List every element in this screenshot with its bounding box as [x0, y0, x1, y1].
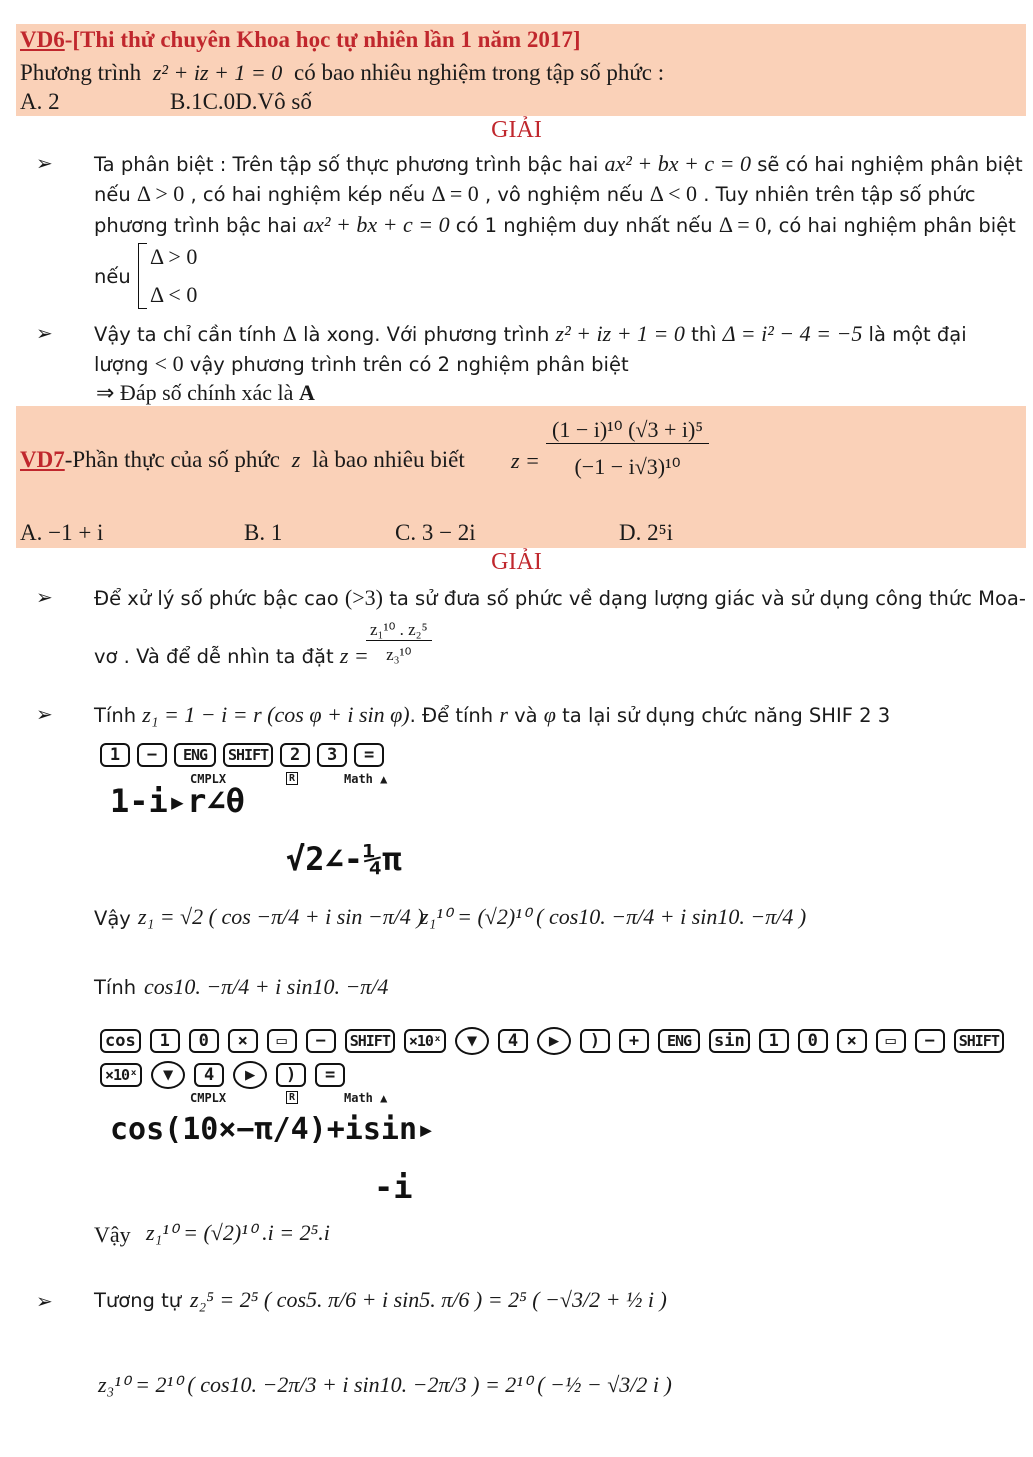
calc-key-0[interactable]: 0 [189, 1029, 219, 1053]
calc-key-multiply[interactable]: × [837, 1029, 867, 1053]
vd7-option-d: D. 2⁵i [619, 520, 674, 545]
vd6-equation: z² + iz + 1 = 0 [152, 60, 283, 85]
vay-z1-10-eq: z₁¹⁰ = (√2)¹⁰ ( cos10. −π/4 + i sin10. −π/4 ) [420, 904, 807, 929]
calc-key-1[interactable]: 1 [759, 1029, 789, 1053]
calc-key-4[interactable]: 4 [498, 1029, 528, 1053]
sol7-z-fraction: z₁¹⁰ . z₂⁵ z₃¹⁰ [366, 620, 432, 665]
calc-key-4[interactable]: 4 [194, 1063, 224, 1087]
calc-lcd-input-1: 1-i▸r∠θ [110, 782, 245, 820]
sol6-line4: nếu [94, 265, 131, 288]
calc-key-x10[interactable]: ×10ˣ [100, 1063, 142, 1087]
vd7-fraction: (1 − i)¹⁰ (√3 + i)⁵ (−1 − i√3)¹⁰ [546, 417, 709, 480]
calc-key-equals[interactable]: = [354, 743, 384, 767]
bullet-arrow-icon: ➢ [36, 702, 53, 726]
calc-key-1[interactable]: 1 [150, 1029, 180, 1053]
calc-key-sequence-2 [100, 1027, 1004, 1055]
calc-indicator-math: Math ▲ [344, 772, 388, 786]
calc-key-x10[interactable]: ×10ˣ [404, 1029, 446, 1053]
calc-key-right[interactable]: ▶ [233, 1061, 267, 1089]
vd6-source: -[Thi thử chuyên Khoa học tự nhiên lần 1 năm 2017] [64, 27, 581, 52]
calc-key-0[interactable]: 0 [798, 1029, 828, 1053]
calc-indicator-cmplx: CMPLX [190, 772, 227, 786]
calc-indicator-r: R [286, 1091, 298, 1104]
bullet-arrow-icon: ➢ [36, 1289, 53, 1313]
bullet-arrow-icon: ➢ [36, 585, 53, 609]
sol7-line2: vơ . Và để dễ nhìn ta đặt z = [94, 643, 369, 668]
tinh-expression: cos10. −π/4 + i sin10. −π/4 [144, 974, 389, 999]
sol6-answer: ⇒ Đáp số chính xác là A [96, 380, 315, 405]
sol7-line3: Tính z₁ = 1 − i = r (cos φ + i sin φ). Để tính r và φ ta lại sử dụng chức năng SHIF 2 3 [94, 702, 891, 727]
vd6-label: VD6 [20, 27, 65, 52]
vd7-header-band [16, 406, 1026, 548]
calc-key-close-paren[interactable]: ) [580, 1029, 610, 1053]
calc-key-fraction[interactable]: ▭ [267, 1029, 297, 1053]
vd7-option-a: A. −1 + i [20, 520, 104, 545]
calc-lcd-result-1: √2∠-¼π [286, 840, 402, 878]
calc-key-fraction[interactable]: ▭ [876, 1029, 906, 1053]
calc-indicator-math: Math ▲ [344, 1091, 388, 1105]
vd6-options-bcd: B.1C.0D.Vô số [170, 89, 312, 114]
calc-key-multiply[interactable]: × [228, 1029, 258, 1053]
sol7-line1: Để xử lý số phức bậc cao (>3) ta sử đưa số phức về dạng lượng giác và sử dụng công thức Moa- [94, 585, 1026, 610]
calc-key-shift[interactable]: SHIFT [345, 1029, 395, 1053]
sol6-line2: nếu Δ > 0 , có hai nghiệm kép nếu Δ = 0 , vô nghiệm nếu Δ < 0 . Tuy nhiên trên tập số phức [94, 181, 976, 206]
vd6-title [20, 27, 581, 53]
calc-key-minus[interactable]: − [137, 743, 167, 767]
condition-2: Δ < 0 [150, 282, 198, 307]
calc-key-eng[interactable]: ENG [174, 743, 216, 767]
calc-key-minus[interactable]: − [915, 1029, 945, 1053]
calc-key-right[interactable]: ▶ [537, 1027, 571, 1055]
calc-key-plus[interactable]: + [619, 1029, 649, 1053]
calc-lcd-input-2: cos(10×−π/4)+isin▸ [110, 1112, 436, 1147]
calc-key-sequence-1 [100, 743, 384, 767]
sol6-line6: lượng < 0 vậy phương trình trên có 2 nghiệm phân biệt [94, 351, 629, 376]
calc-key-shift[interactable]: SHIFT [954, 1029, 1004, 1053]
vd6-giai-heading: GIẢI [491, 117, 542, 143]
calc-key-down[interactable]: ▼ [151, 1061, 185, 1089]
calc-key-1[interactable]: 1 [100, 743, 130, 767]
bullet-arrow-icon: ➢ [36, 321, 53, 345]
vd7-label: VD7 [20, 447, 65, 472]
vd6-option-a: A. 2 [20, 89, 60, 114]
calc-key-close-paren[interactable]: ) [276, 1063, 306, 1087]
vay2-label: Vậy [94, 1222, 131, 1247]
z2-equation: z₂⁵ = 2⁵ ( cos5. π/6 + i sin5. π/6 ) = 2⁵ ( −√3/2 + ½ i ) [190, 1287, 667, 1312]
condition-1: Δ > 0 [150, 244, 198, 269]
vay2-equation: z₁¹⁰ = (√2)¹⁰ .i = 2⁵.i [146, 1220, 330, 1245]
calc-key-2[interactable]: 2 [280, 743, 310, 767]
condition-bracket [138, 243, 147, 309]
calc-key-cos[interactable]: cos [100, 1029, 141, 1053]
calc-key-sequence-3 [100, 1061, 345, 1089]
sol6-line5: Vậy ta chỉ cần tính Δ là xong. Với phương trình z² + iz + 1 = 0 thì Δ = i² − 4 = −5 là một đại [94, 321, 967, 346]
vd7-question: VD7-Phần thực của số phức z là bao nhiêu biết [20, 447, 465, 472]
calc-key-eng[interactable]: ENG [658, 1029, 700, 1053]
calc-key-equals[interactable]: = [315, 1063, 345, 1087]
sol6-line1: Ta phân biệt : Trên tập số thực phương trình bậc hai ax² + bx + c = 0 sẽ có hai nghiệm phân biệt [94, 151, 1023, 176]
calc-key-minus[interactable]: − [306, 1029, 336, 1053]
calc-key-down[interactable]: ▼ [455, 1027, 489, 1055]
calc-key-3[interactable]: 3 [317, 743, 347, 767]
tinh-label: Tính [94, 976, 137, 999]
vd7-lhs: z = [511, 448, 540, 473]
vd7-option-c: C. 3 − 2i [395, 520, 476, 545]
z3-equation: z₃¹⁰ = 2¹⁰ ( cos10. −2π/3 + i sin10. −2π/3 ) = 2¹⁰ ( −½ − √3/2 i ) [98, 1372, 672, 1397]
calc-key-sin[interactable]: sin [709, 1029, 750, 1053]
calc-key-shift[interactable]: SHIFT [223, 743, 273, 767]
tuong-tu-label: Tương tự [94, 1289, 182, 1312]
calc-indicator-cmplx: CMPLX [190, 1091, 227, 1105]
vay-label: Vậy [94, 907, 131, 930]
calc-indicator-r: R [286, 772, 298, 785]
bullet-arrow-icon: ➢ [36, 151, 53, 175]
vd6-question: Phương trình z² + iz + 1 = 0 có bao nhiêu nghiệm trong tập số phức : [20, 60, 665, 85]
vd7-giai-heading: GIẢI [491, 549, 542, 575]
sol6-line3: phương trình bậc hai ax² + bx + c = 0 có 1 nghiệm duy nhất nếu Δ = 0, có hai nghiệm phân biệt [94, 212, 1016, 237]
vay-z1-eq: z₁ = √2 ( cos −π/4 + i sin −π/4 ) [138, 904, 424, 929]
vd7-option-b: B. 1 [244, 520, 283, 545]
calc-lcd-result-2: -i [374, 1168, 413, 1206]
